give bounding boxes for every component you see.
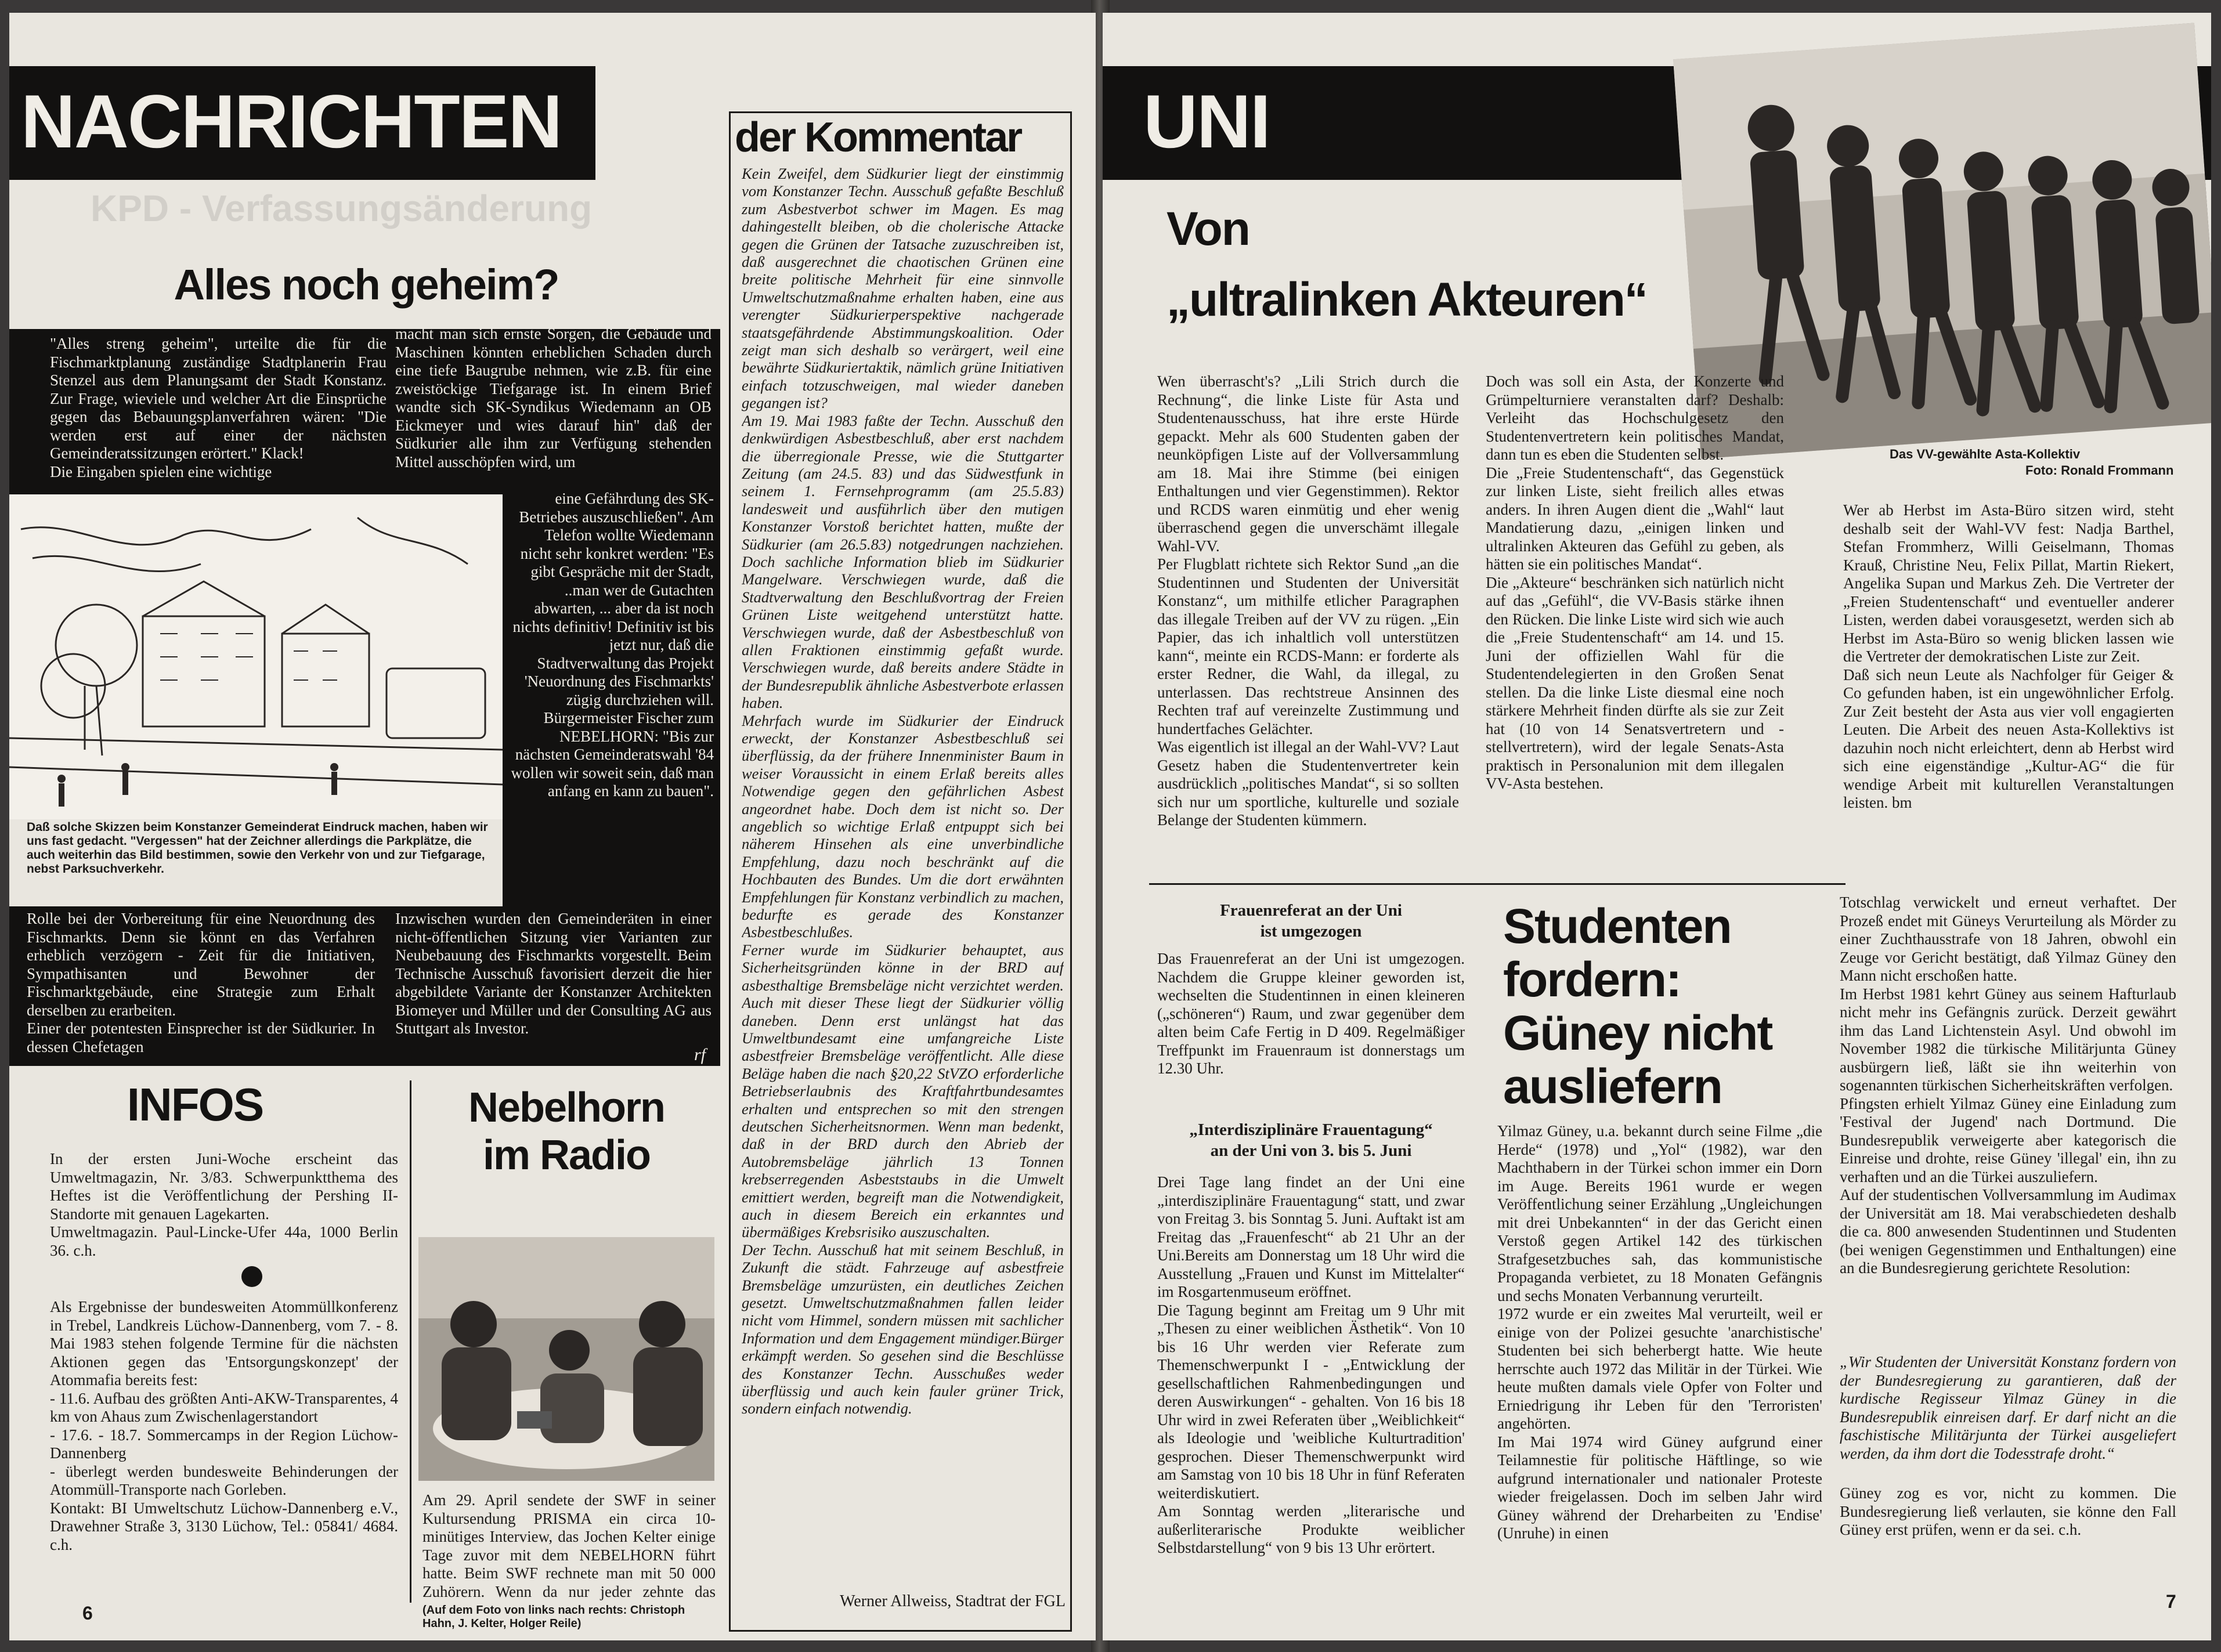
frauen-headline-1: Frauenreferat an der Uni [1220,901,1402,920]
frauen-subhead-1: „Interdisziplinäre Frauentagung“ [1189,1120,1433,1139]
bullet-icon [241,1266,262,1287]
radio-photo [418,1237,714,1481]
left-ghost-text: KPD - Verfassungsänderung [91,187,593,229]
geheim-headline: Alles noch geheim? [174,261,559,309]
geheim-col1: "Alles streng geheim", urteilte die für die Fischmarktplanung zuständige Stadtplanerin Frau Stenzel aus dem Planungsamt der Stadt Konstanz. Zur Frage, wieviele und welcher Art die Einsprüche gegen das Bebauungsplanverfahren wären: "Die werden erst auf einer der nächsten Gemeinderatssitzungen erörtert." Klack! Die Eingaben spielen eine wichtige [50,335,387,480]
radio-headline-2: im Radio [482,1132,651,1179]
gueney-col1: Yilmaz Güney, u.a. bekannt durch seine Filme „die Herde“ (1978) und „Yol“ (1982), war den Machthabern in der Türkei schon immer ein Dorn im Auge. Bereits 1961 wurde er wegen Veröffentlichung seiner Erzählung „Ungleichungen mit drei Unbekannten“ in der das Gericht einen Verstoß gegen Artikel 142 des türkischen Strafgesetzbuches sah, das kommunistische Propaganda verbietet, zu 18 Monaten Gefängnis und sechs Monaten Verbannung verurteilt. 1972 wurde er ein zweites Mal verurteilt, weil er einige von der Polizei gesuchte 'anarchistische' Studenten bei sich beherbergt hatte. Wie heute herrschte auch 1972 das Militär in der Türkei. Wie heute mußten damals viele Opfer von Folter und Erniedrigung ihr Leben für den 'Terroristen' angehörten. Im Mai 1974 wird Güney aufgrund einer Teilamnestie für politische Häftlinge, so wie aufgrund internationaler und nationaler Proteste wieder freigelassen. Doch im selben Jahr wird Güney während der Dreharbeiten zu 'Endise' (Unruhe) in einen [1497,1122,1822,1542]
asta-photo-caption-1: Das VV-gewählte Asta-Kollektiv [1890,447,2081,461]
gueney-resolution: „Wir Studenten der Universität Konstanz fordern von der Bundesregierung zu garantieren, daß der kurdische Regisseur Yilmaz Güney in die Bundesrepublik einreisen darf. Er darf nicht an die faschistische Militärjunta der Türkei ausgeliefert werden, da ihm dort die Todesstrafe droht.“ [1840,1353,2176,1462]
left-page [9,13,1096,1640]
akteure-col3: Wer ab Herbst im Asta-Büro sitzen wird, steht deshalb seit der Wahl-VV fest: Nadja Barthel, Stefan Frommherz, Willi Geiselmann, Thomas Krauß, Christine Neu, Felix Pillat, Martin Riekert, Angelika Supan und Markus Zeh. Die Vertreter der „Freien Studentenschaft“ und eventueller anderer Listen, werden dabei vorausgesetzt, werden sich ab Herbst im Asta-Büro so wenig blicken lassen wie die Vertreter der demokratischen Liste zur Zeit. Daß sich neun Leute als Nachfolger für Geiger & Co gefunden haben, ist ein ungewöhnlicher Erfolg. Zur Zeit besteht der Asta aus vier voll engagierten Leuten. Die Arbeit des neuen Asta-Kollektivs ist dazuhin noch nicht erleichtert, denn ab Herbst wird sich eine eigenständige „Kultur-AG“ die für wendige Arbeit mit kulturellen Veranstaltungen leisten. bm [1843,501,2174,811]
gueney-headline-1: Studenten [1503,899,1731,953]
kommentar-border-bottom [729,1630,1072,1632]
akteure-col1: Wen überrascht's? „Lili Strich durch die Rechnung“, die linke Liste für Asta und Studentenausschuss, hat ihre erste Hürde gepackt. Mehr als 600 Studenten gaben der neunköpfigen Liste auf der Vollversammlung am 18. Mai ihre Stimme (bei einigen Enthaltungen und vier Gegenstimmen). Rektor und RCDS waren einmütig und eher wenig überraschend gegen die unverschämt illegale Wahl-VV. Per Flugblatt richtete sich Rektor Sund „an die Studentinnen und Studenten der Universität Konstanz“, um mithilfe etlicher Paragraphen das illegale Treiben auf der VV zu rügen. „Ein Papier, das ich inhaltlich voll unterstützen kann“, meinte ein RCDS-Mann: er forderte als erster Redner, die Wahl, da illegal, zu unterlassen. Das rechtstreue Ansinnen des Rechten traf auf vereinzelte Zustimmung und hundertfaches Gelächter. Was eigentlich ist illegal an der Wahl-VV? Laut Gesetz haben die Studentenvertreter kein ausdrücklich „politisches Mandat“, si so sollten sich nur um sportliche, kulturelle und soziale Belange der Studenten kümmern. [1157,373,1459,829]
frauen-headline-2: ist umgezogen [1260,922,1362,941]
gueney-headline-4: ausliefern [1503,1059,1722,1114]
right-page [1103,13,2211,1640]
right-page-number: 7 [2166,1591,2176,1612]
gueney-headline-2: fordern: [1503,952,1681,1007]
kommentar-border-left [729,111,731,1632]
frauen-body1: Das Frauenreferat an der Uni ist umgezogen. Nachdem die Gruppe kleiner geworden ist, wechselten die Studentinnen in einen kleineren („schöneren“) Raum, und zwar gegenüber dem alten beim Cafe Fertig in D 409. Regelmäßiger Treffpunkt im Frauenraum ist donnerstags um 12.30 Uhr. [1157,950,1465,1077]
kommentar-signature: Werner Allweiss, Stadtrat der FGL [840,1592,1066,1610]
gueney-headline-3: Güney nicht [1503,1006,1772,1060]
masthead-title: NACHRICHTEN [21,79,562,164]
akteure-headline-2: „ultralinken Akteuren“ [1167,273,1647,326]
geheim-col2: macht man sich ernste Sorgen, die Gebäude und Maschinen könnten erheblichen Schaden durch eine tiefe Baugrube nehmen, wie z.B. für eine zweistöckige Tiefgarage ist. In einem Brief wandte sich SK-Syndikus Wiedemann an OB Eickmeyer und wies darauf hin" daß der Südkurier alle ihm zur Verfügung stehenden Mittel ausschöpfen wird, um [395,325,712,471]
infos-radio-divider [410,1080,411,1603]
geheim-bottom1: Rolle bei der Vorbereitung für eine Neuordnung des Fischmarkts. Denn sie könnt en das Verfahren erheblich verzögern - Zeit für die Initiativen, Sympathisanten und Bewohner der Fischmarktgebäude, eine Strategie zum Erhalt derselben zu erarbeiten. Einer der potentesten Einsprecher ist der Südkurier. In dessen Chefetagen [27,910,375,1055]
kommentar-body: Kein Zweifel, dem Südkurier liegt der einstimmig vom Konstanzer Techn. Ausschuß gefaßte Beschluß zum Asbestverbot schwer im Magen. Es mag dahingestellt bleiben, ob die cholerische Attacke gegen die Grünen der Tatsache zuzuschreiben ist, daß ausgerechnet die chaotischen Grünen eine breite politische Mehrheit für eine sinnvolle Umweltschutzmaßnahme erhalten haben, eine aus verengter Südkurierperspektive nachgerade staatsgefährdende Abstimmungskoalition. Oder zeigt man sich deshalb so verärgert, weil eine bewährte Südkuriertaktik, nämlich grüne Initiativen einfach totzuschweigen, mal wieder daneben gegangen ist? Am 19. Mai 1983 faßte der Techn. Ausschuß den denkwürdigen Asbestbeschluß, aber erst nachdem die überregionale Presse, wie die Stuttgarter Zeitung (am 24.5. 83) und das Südwestfunk in seinem 1. Fernsehprogramm (am 25.5.83) landesweit und ausführlich über den mutigen Konstanzer Vorstoß berichtet hatten, mußte der Südkurier (am 26.5.83) notgedrungen nachziehen. Doch sachliche Information blieb im Südkurier Mangelware. Verschwiegen wurde, daß die Stadtverwaltung den Beschlußvortrag der Freien Grünen Liste weitgehend unterstützt hatte. Verschwiegen wurde, daß der Asbestbeschluß von allen Fraktionen einstimmig gefaßt wurde. Verschwiegen wurde, daß bereits andere Städte in der Bundesrepublik ähnliche Asbestverbote erlassen haben. Mehrfach wurde im Südkurier der Eindruck erweckt, der Konstanzer Asbestbeschluß sei überflüssig, da der frühere Innenminister Baum in weiser Voraussicht in einem Erlaß bereits alles Notwendige gegen den gefährlichen Asbest angeordnet habe. Doch dem ist nicht so. Der angeblich so wichtige Erlaß entpuppt sich bei näherem Hinsehen als eine unverbindliche Empfehlung, dazu noch beschränkt auf die Hochbauten des Bundes. Um die dort erwähnten Empfehlungen für Konstanz verbindlich zu machen, bedurfte es gerade des Konstanzer Asbestbeschlußes. Ferner wurde im Südkurier behauptet, aus Sicherheitsgründen könne in der BRD auf asbesthaltige Bremsbeläge nicht verzichtet werden. Auch mit dieser These liegt der Südkurier völlig daneben. Denn erst unlängst hat das Umweltbundesamt eine umfangreiche Liste asbestfreier Bremsbeläge veröffentlicht. Alle diese Beläge haben die nach §20,22 StVZO erforderliche Betriebserlaubnis des Kraftfahrtbundesamtes erhalten und entsprechen so mit den strengen deutschen Sicherheitsnormen. Wenn man bedenkt, daß in der BRD durch den Abrieb der Autobremsbeläge jährlich 13 Tonnen krebserregenden Asbeststaubs in die Umwelt emittiert werden, begreift man die Notwendigkeit, auch in diesem Bereich ein erkanntes und übermäßiges Krebsrisiko auszuschalten. Der Techn. Ausschuß hat mit seinem Beschluß, in Zukunft die städt. Fahrzeuge auf asbestfreie Bremsbeläge umzurüsten, ein deutliches Zeichen gesetzt. Umweltschutzmaßnahmen fallen leider nicht vom Himmel, sondern müssen mit sachlicher Information und dem Engagement mündiger.Bürger erkämpft werden. So gesehen sind die Beschlüsse des Konstanzer Techn. Ausschußes weder überflüssig und auch kein fauler grüner Trick, sondern einfach notwendig. [742,165,1064,1418]
geheim-bottom2: Inzwischen wurden den Gemeinderäten in einer nicht-öffentlichen Sitzung vier Varianten zur Neubebauung des Fischmarkts vorgestellt. Beim Technische Ausschuß favorisiert derzeit die hier abgebildete Variante der Konstanzer Architekten Biomeyer und Müller und der Consulting AG aus Stuttgart als Investor. [395,910,712,1037]
sketch-caption: Daß solche Skizzen beim Konstanzer Gemeinderat Eindruck machen, haben wir uns fast gedacht. "Vergessen" hat der Zeichner allerdings die Parkplätze, die auch weiterhin das Bild bestimmen, sowie den Verkehr von und zur Tiefgarage, nebst Parksuchverkehr. [27,820,488,876]
akteure-col2: Doch was soll ein Asta, der Konzerte und Grümpelturniere veranstalten darf? Deshalb: Verleiht das Hochschulgesetz den Studentenvertretern kein politisches Mandat, dann tun es eben die Studenten selbst. Die „Freie Studentenschaft“, das Gegenstück zur linken Liste, sieht freilich alles etwas anders. In ihren Augen dient die „Wahl“ laut Mandatierung dazu, „einigen linken und ultralinken Akteuren das Gefühl zu geben, als hätten sie ein politisches Mandat“. Die „Akteure“ beschränken sich natürlich nicht auf das „Gefühl“, die VV-Basis stärke ihnen den Rücken. Die linke Liste wird sich wie auch die „Freie Studentenschaft“ am 14. und 15. Juni der offiziellen Wahl für die Studentendelegierten in den Großen Senat stellen. Da die linke Liste diesmal eine noch stärkere Mehrheit finden dürfte als sie zur Zeit hat (10 von 14 Senatsvertretern und -stellvertretern), wird der legale Senats-Asta praktisch in Personalunion mit dem illegalen VV-Asta bestehen. [1486,373,1784,792]
geheim-signature: rf [694,1045,706,1064]
frauen-subhead-2: an der Uni von 3. bis 5. Juni [1210,1141,1412,1160]
section-divider [1149,883,1846,885]
frauen-body2: Drei Tage lang findet an der Uni eine „interdisziplinäre Frauentagung“ statt, und zwar von Freitag 3. bis Sonntag 5. Juni. Auftakt ist am Freitag das „Frauenfescht“ ab 21 Uhr an der Uni.Bereits am Donnerstag um 18 Uhr wird die Ausstellung „Frauen und Kunst im Mittelalter“ im Rosgartenmuseum eröffnet. Die Tagung beginnt am Freitag um 9 Uhr mit „Thesen zu einer weiblichen Ästhetik“. Von 10 bis 16 Uhr werden vier Referate zum Themenschwerpunkt I - „Entwicklung der gesellschaftlichen Rahmenbedingungen und deren Auswirkungen“ - gehalten. Von 16 bis 18 Uhr wird in zwei Referaten über „Weiblichkeit“ als Ideologie und 'weibliche Kulturtradition' gesprochen. Dieser Themenschwerpunkt wird am Samstag von 10 bis 18 Uhr in fünf Referaten weiterdiskutiert. Am Sonntag werden „literarische und außerliterarische Produkte weiblicher Selbstdarstellung“ von 9 bis 13 Uhr erörtert. [1157,1173,1465,1556]
masthead-title-uni: UNI [1143,79,1270,164]
kommentar-headline: der Kommentar [735,114,1021,161]
radio-photo-figures [418,1237,714,1481]
fischmarkt-sketch [9,494,503,819]
gueney-col2: Totschlag verwickelt und erneut verhaftet. Der Prozeß endet mit Güneys Verurteilung als Mörder zu einer Zuchthausstrafe von 18 Jahren, obwohl ein Zeuge vor Gericht bestätigt, daß Yilmaz Güney den Mann nicht erschoßen hatte. Im Herbst 1981 kehrt Güney aus seinem Hafturlaub nicht mehr ins Gefängnis zurück. Derzeit gewährt ihm das Land Lichtenstein Asyl. Und obwohl im November 1982 die türkische Militärjunta Güney ausbürgern ließ, läßt sie ihn weiterhin von sogenannten türkischen Sicherheitskräften verfolgen. Pfingsten erhielt Yilmaz Güney eine Einladung zum 'Festival der Jugend' nach Dortmund. Die Bundesrepublik verweigerte aber kategorisch die Einreise und drohte, reise Güney 'illegal' ein, ihn zu verhaften und an die Türkei auszuliefern. Auf der studentischen Vollversammlung im Audimax der Universität am 18. Mai verabschiedeten deshalb die ca. 800 anwesenden Studentinnen und Studenten (bei wenigen Gegenstimmen und Enthaltungen) eine an die Bundesregierung gerichtete Resolution: [1840,894,2176,1277]
left-page-number: 6 [82,1603,93,1624]
infos-headline: INFOS [127,1079,263,1130]
radio-headline-1: Nebelhorn [468,1085,665,1131]
left-masthead [9,66,595,180]
kommentar-border-right [1070,111,1072,1632]
sketch-drawing [9,494,503,819]
radio-body: Am 29. April sendete der SWF in seiner Kultursendung PRISMA ein circa 10-minütiges Interview, das Jochen Kelter einige Tage zuvor mit dem NEBELHORN führt hatte. Beim SWF rechnete man mit 50 000 Zuhörern. Wenn da nur jeder zehnte das [422,1491,716,1600]
infos-p2: Als Ergebnisse der bundesweiten Atommüllkonferenz in Trebel, Landkreis Lüchow-Dannenberg, vom 7. - 8. Mai 1983 stehen folgende Termine für die nächsten Aktionen gegen das 'Entsorgungskonzept' der Atommafia bereits fest: - 11.6. Aufbau des größten Anti-AKW-Transparentes, 4 km von Ahaus zum Zwischenlagerstandort - 17.6. - 18.7. Sommercamps in der Region Lüchow-Dannenberg - überlegt werden bundesweite Behinderungen der Atommüll-Transporte nach Gorleben. Kontakt: BI Umweltschutz Lüchow-Dannenberg e.V., Drawehner Straße 3, 3130 Lüchow, Tel.: 05841/ 4684. c.h. [50,1298,398,1553]
infos-p1: In der ersten Juni-Woche erscheint das Umweltmagazin, Nr. 3/83. Schwerpunktthema des Heftes ist die Veröffentlichung der Pershing II-Standorte mit genauen Lagekarten. Umweltmagazin. Paul-Lincke-Ufer 44a, 1000 Berlin 36. c.h. [50,1150,398,1259]
gueney-col2-end: Güney zog es vor, nicht zu kommen. Die Bundesregierung ließ verlauten, sie könne den Fall Güney erst prüfen, wenn er da sei. c.h. [1840,1484,2176,1538]
akteure-headline-1: Von [1167,203,1249,255]
geheim-col2b: eine Gefährdung des SK-Betriebes auszuschließen". Am Telefon wollte Wiedemann nicht sehr konkret werden: "Es gibt Gespräche mit der Stadt, ..man wer de Gutachten abwarten, ... aber da ist noch nichts definitiv! Definitiv ist bis jetzt nur, daß die Stadtverwaltung das Projekt 'Neuordnung des Fischmarkts' zügig durchziehen will. Bürgermeister Fischer zum NEBELHORN: "Bis zur nächsten Gemeinderatswahl '84 wollen wir soweit sein, daß man anfang en kann zu bauen". [511,490,714,800]
kommentar-border-top [729,111,1072,113]
radio-photo-caption: (Auf dem Foto von links nach rechts: Christoph Hahn, J. Kelter, Holger Reile) [422,1604,685,1630]
asta-photo-caption-2: Foto: Ronald Frommann [2025,463,2174,478]
